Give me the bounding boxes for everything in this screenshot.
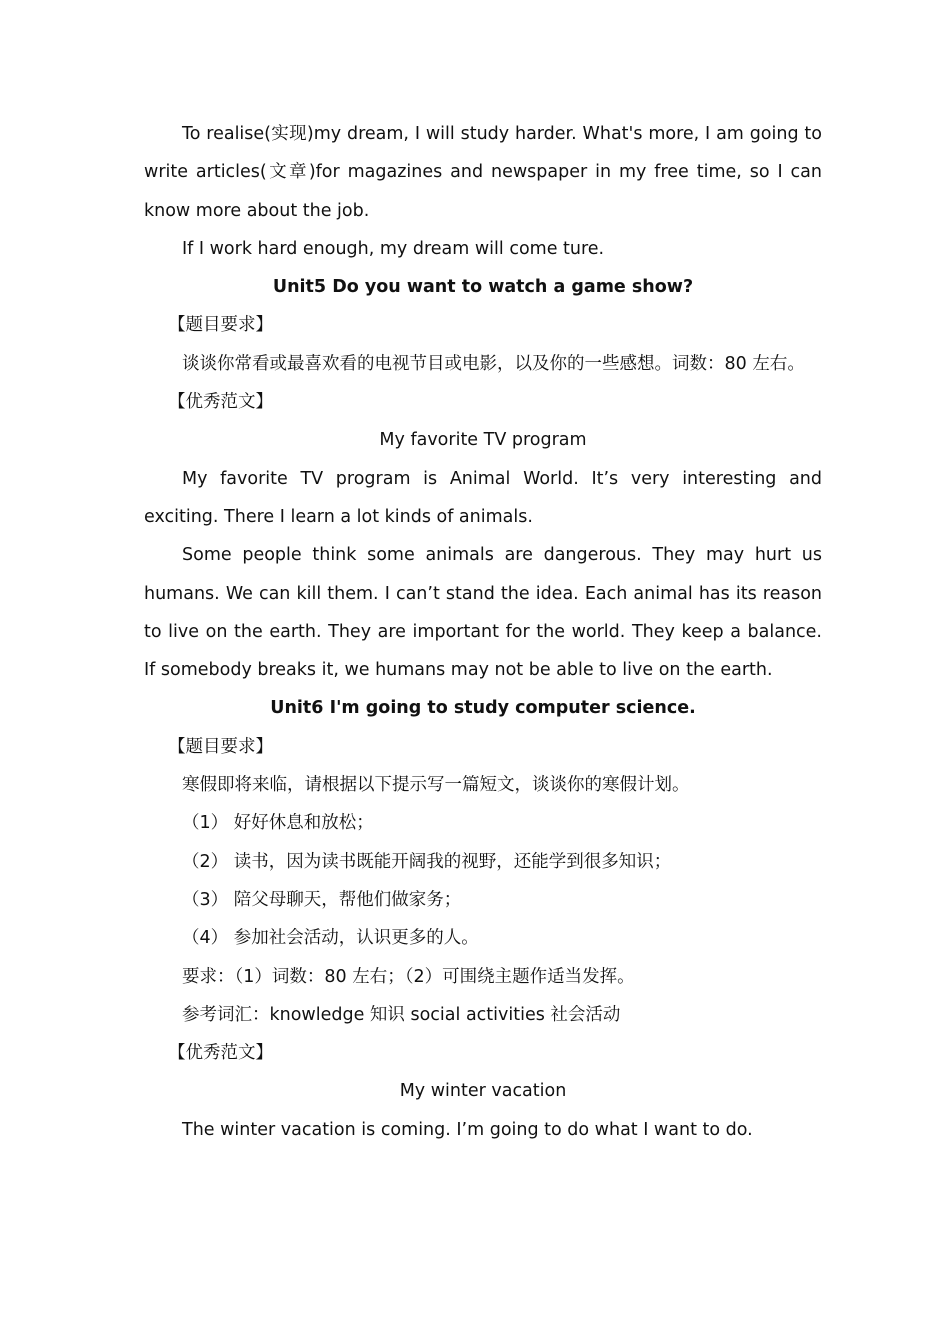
intro-paragraph-1: To realise(实现)my dream, I will study harder. What's more, I am going to write articles(文章)for magazines and newspaper in my free time, so I can know more about the job. (144, 124, 822, 221)
unit5-essay-title: My favorite TV program (379, 430, 587, 451)
unit6-heading: Unit6 I'm going to study computer science. (270, 698, 696, 719)
unit6-item-1: （1） 好好休息和放松； (182, 813, 374, 834)
unit6-requirement-tag: 【题目要求】 (168, 736, 273, 757)
unit6-sample-tag: 【优秀范文】 (168, 1043, 273, 1064)
unit6-essay-title: My winter vacation (399, 1081, 567, 1102)
unit5-requirement-text: 谈谈你常看或最喜欢看的电视节目或电影，以及你的一些感想。词数：80 左右。 (182, 353, 805, 374)
unit6-item-2: （2） 读书，因为读书既能开阔我的视野，还能学到很多知识； (182, 851, 672, 872)
intro-paragraph-2: If I work hard enough, my dream will come ture. (182, 238, 605, 259)
unit6-requirements: 要求：（1）词数：80 左右；（2）可围绕主题作适当发挥。 (182, 966, 635, 987)
unit6-item-4: （4） 参加社会活动，认识更多的人。 (182, 928, 479, 949)
unit6-requirement-intro: 寒假即将来临，请根据以下提示写一篇短文，谈谈你的寒假计划。 (182, 775, 690, 796)
unit5-heading: Unit5 Do you want to watch a game show? (272, 277, 694, 298)
unit5-sample-tag: 【优秀范文】 (168, 392, 273, 413)
unit5-essay-paragraph-1: My favorite TV program is Animal World. It’s very interesting and exciting. There I learn a lot kinds of animals. (144, 468, 822, 527)
document-page (144, 115, 822, 1149)
unit6-item-3: （3） 陪父母聊天，帮他们做家务； (182, 889, 462, 910)
unit5-essay-paragraph-2: Some people think some animals are dangerous. They may hurt us humans. We can kill them. I can’t stand the idea. Each animal has its reason to live on the earth. They are important for the world. They keep a balance. If somebody breaks it, we humans may not be able to live on the earth. (144, 545, 822, 681)
unit6-essay-paragraph-1: The winter vacation is coming. I’m going to do what I want to do. (182, 1119, 753, 1140)
unit5-requirement-tag: 【题目要求】 (168, 315, 273, 336)
unit6-vocabulary: 参考词汇：knowledge 知识 social activities 社会活动 (182, 1004, 621, 1025)
